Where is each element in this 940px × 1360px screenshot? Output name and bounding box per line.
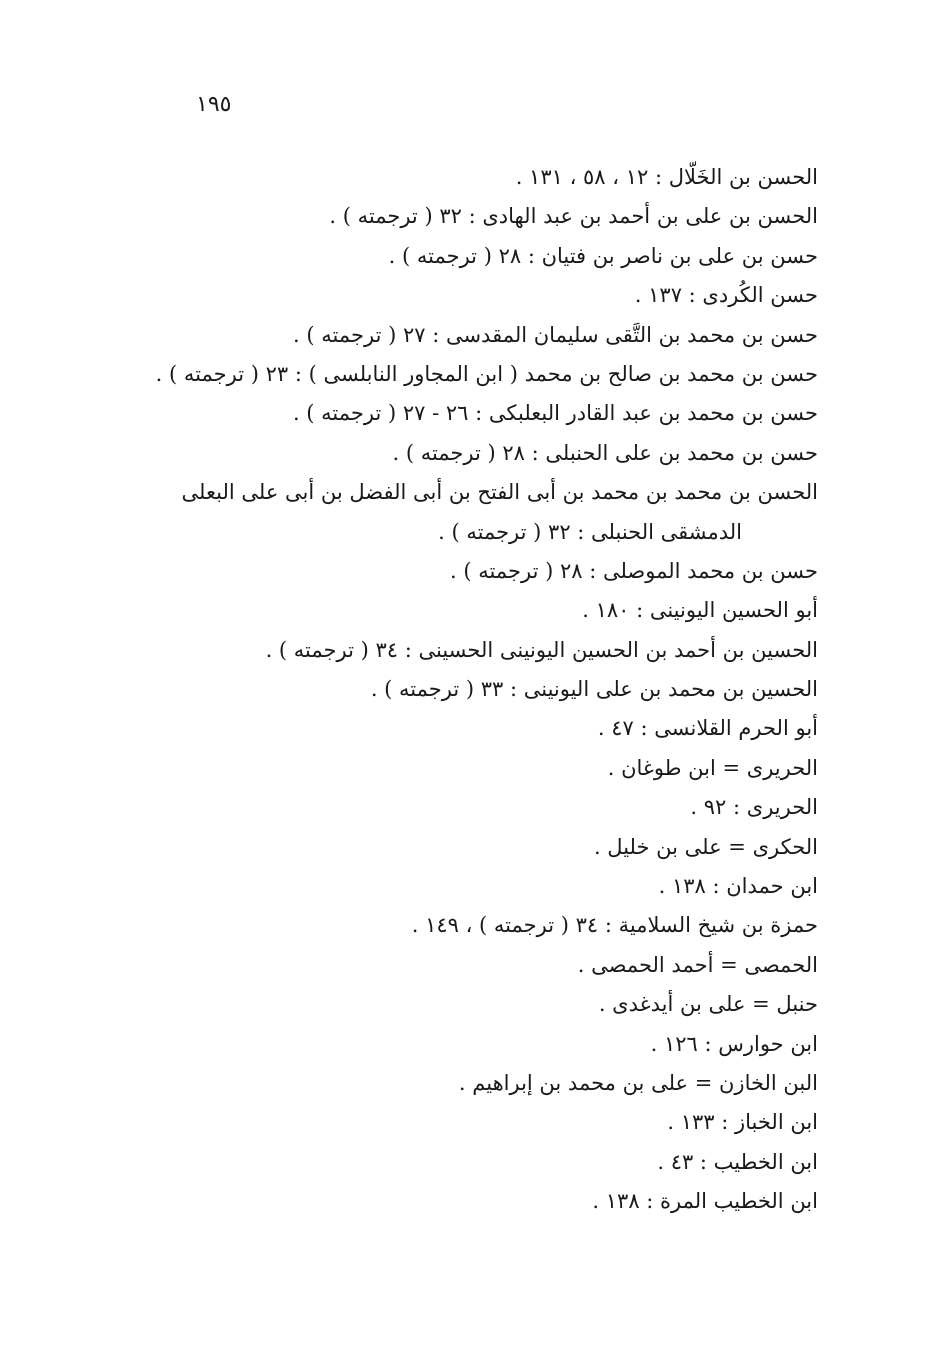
index-entry: حسن بن محمد بن التَّقى سليمان المقدسى : ٢٧ ( ترجمته ) .	[293, 322, 818, 347]
index-entry: الحريرى : ٩٢ .	[690, 795, 818, 820]
index-entry: أبو الحسين اليونينى : ١٨٠ .	[582, 598, 818, 623]
index-entries	[138, 158, 818, 1222]
index-entry: ابن الخطيب المرة : ١٣٨ .	[592, 1189, 818, 1214]
index-entry: أبو الحرم القلانسى : ٤٧ .	[597, 716, 818, 741]
index-entry: حسن بن محمد بن عبد القادر البعلبكى : ٢٦ - ٢٧ ( ترجمته ) .	[292, 401, 818, 426]
index-entry: الحسن بن على بن أحمد بن عبد الهادى : ٣٢ ( ترجمته ) .	[329, 204, 818, 229]
index-entry: الحريرى = ابن طوغان .	[607, 755, 818, 780]
page-number: ١٩٥	[196, 92, 232, 117]
index-entry: ابن حوارس : ١٢٦ .	[650, 1031, 818, 1056]
index-entry: الحسن بن الخَلّال : ١٢ ، ٥٨ ، ١٣١ .	[515, 165, 818, 189]
index-entry: الحكرى = على بن خليل .	[593, 834, 818, 859]
index-entry: حسن بن محمد بن على الحنبلى : ٢٨ ( ترجمته ) .	[392, 440, 818, 465]
index-entry: حسن الكُردى : ١٣٧ .	[634, 283, 818, 308]
index-entry: الحسن بن محمد بن محمد بن أبى الفتح بن أبى الفضل بن أبى على البعلى	[181, 480, 818, 505]
index-entry: حنبل = على بن أيدغدى .	[598, 992, 818, 1017]
index-entry-continuation: الدمشقى الحنبلى : ٣٢ ( ترجمته ) .	[438, 519, 742, 544]
index-entry: حسن بن على بن ناصر بن فتيان : ٢٨ ( ترجمته ) .	[388, 243, 818, 268]
index-entry: الحسين بن محمد بن على اليونينى : ٣٣ ( ترجمته ) .	[370, 677, 818, 702]
index-entry: حسن بن محمد بن صالح بن محمد ( ابن المجاور النابلسى ) : ٢٣ ( ترجمته ) .	[155, 361, 818, 386]
index-entry: حسن بن محمد الموصلى : ٢٨ ( ترجمته ) .	[450, 558, 818, 583]
index-entry: البن الخازن = على بن محمد بن إبراهيم .	[458, 1070, 818, 1095]
index-entry: ابن الخطيب : ٤٣ .	[657, 1149, 818, 1174]
index-entry: ابن الخباز : ١٣٣ .	[667, 1110, 818, 1135]
index-entry: الحمصى = أحمد الحمصى .	[577, 952, 818, 977]
index-entry: ابن حمدان : ١٣٨ .	[658, 874, 818, 899]
index-entry: الحسين بن أحمد بن الحسين اليونينى الحسينى : ٣٤ ( ترجمته ) .	[265, 637, 818, 662]
index-entry: حمزة بن شيخ السلامية : ٣٤ ( ترجمته ) ، ١٤٩ .	[411, 913, 818, 938]
